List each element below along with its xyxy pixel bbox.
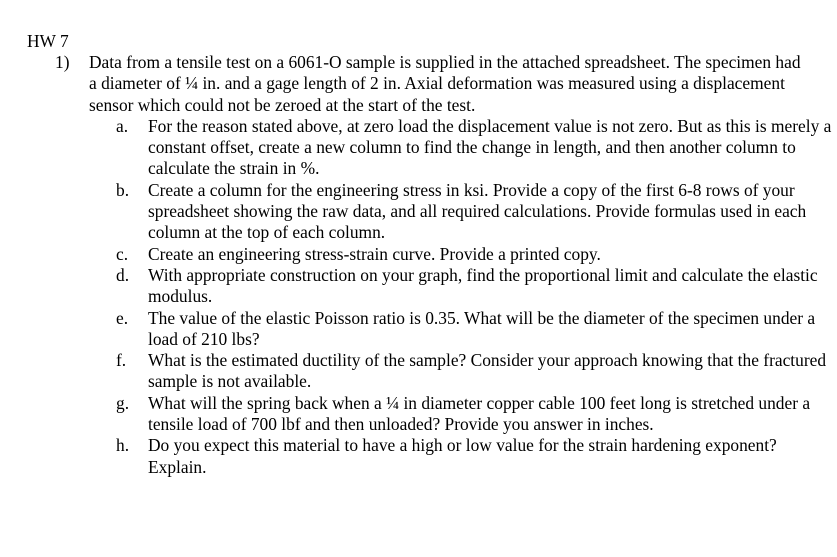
part-letter: d.	[116, 264, 130, 285]
part-letter: a.	[116, 115, 129, 136]
part-text: What will the spring back when a ¼ in diameter copper cable 100 feet long is stretched under a tensile load of 700 lbf and then unloaded? Provide you answer in inches.	[148, 392, 811, 435]
part-text: For the reason stated above, at zero load the displacement value is not zero. But as this is merely a constant offset, create a new column to find the change in length, and then another column to calculate the strain in %.	[148, 115, 832, 179]
part-letter: e.	[116, 307, 129, 328]
part-letter: h.	[116, 435, 130, 456]
part-c	[116, 244, 836, 265]
part-b	[116, 180, 836, 244]
part-f	[116, 350, 836, 393]
problem-parts-list	[116, 116, 836, 478]
homework-title: HW 7	[27, 31, 69, 51]
part-text: With appropriate construction on your graph, find the proportional limit and calculate the elastic modulus.	[148, 264, 818, 307]
problem-number: 1)	[55, 52, 70, 72]
problem-statement: Data from a tensile test on a 6061-O sample is supplied in the attached spreadsheet. The specimen had a diameter of ¼ in. and a gage length of 2 in. Axial deformation was measured using a displacement sensor which could not be zeroed at the start of the test.	[89, 52, 801, 115]
part-text: Do you expect this material to have a high or low value for the strain hardening exponent? Explain.	[148, 435, 777, 477]
part-letter: b.	[116, 179, 130, 200]
part-text: Create an engineering stress-strain curve. Provide a printed copy.	[148, 243, 601, 264]
part-letter: c.	[116, 243, 129, 264]
problem-1	[55, 52, 832, 478]
part-text: Create a column for the engineering stress in ksi. Provide a copy of the first 6-8 rows of your spreadsheet showing the raw data, and all required calculations. Provide formulas used in each column at the top of each column.	[148, 179, 807, 243]
part-text: The value of the elastic Poisson ratio is 0.35. What will be the diameter of the specimen under a load of 210 lbs?	[148, 307, 816, 349]
part-e	[116, 308, 836, 351]
part-letter: f.	[116, 350, 127, 371]
part-letter: g.	[116, 392, 130, 413]
part-h	[116, 435, 836, 478]
part-a	[116, 116, 836, 180]
part-g	[116, 393, 836, 436]
part-d	[116, 265, 836, 308]
part-text: What is the estimated ductility of the sample? Consider your approach knowing that the fractured sample is not available.	[148, 350, 827, 392]
